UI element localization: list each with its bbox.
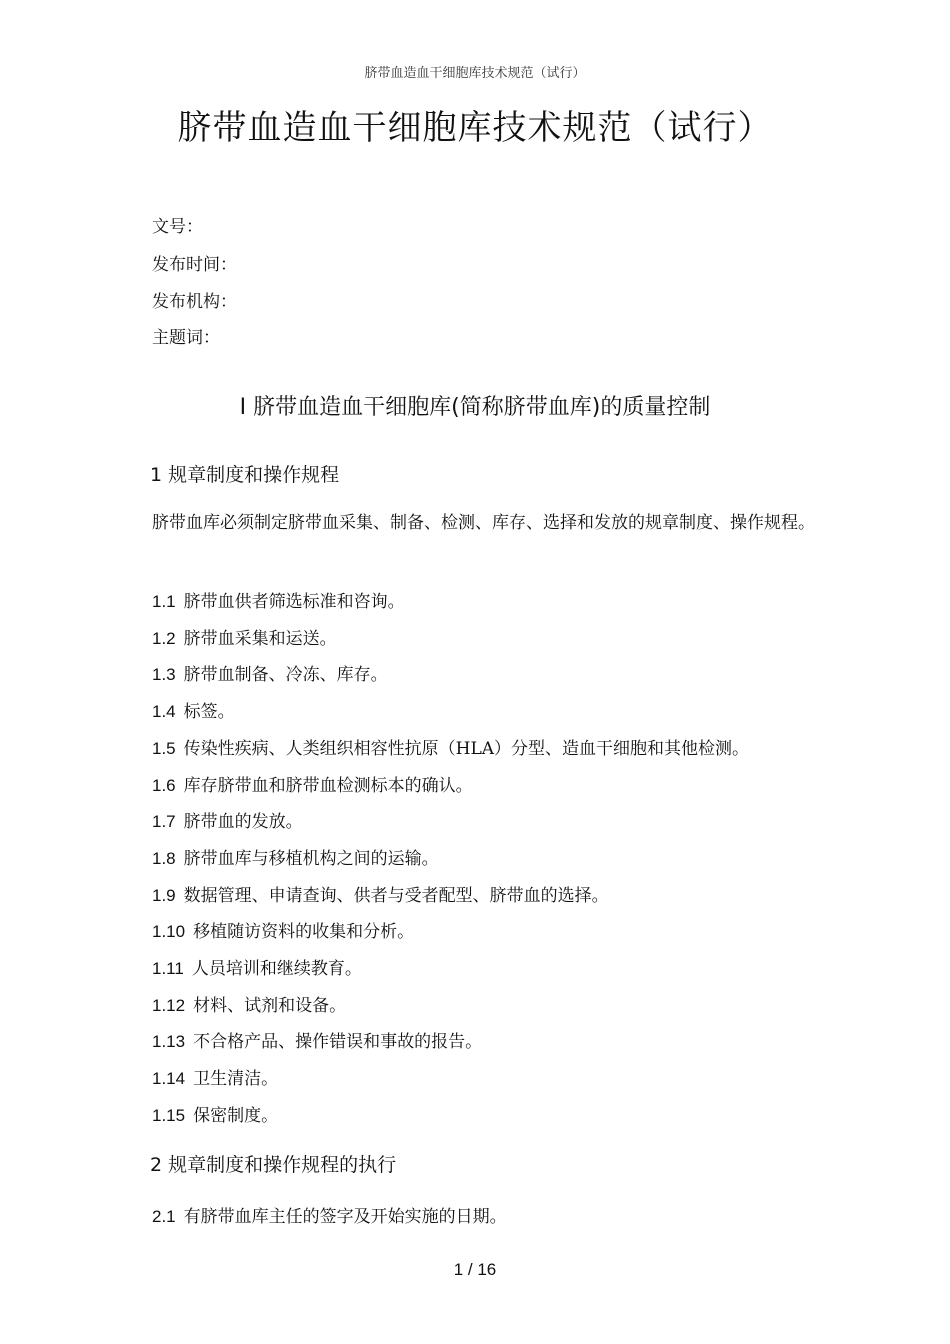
clause-number: 1.15 (152, 1105, 186, 1125)
subsection-heading-1: 1 规章制度和操作规程 (150, 464, 340, 486)
clause-item (152, 660, 388, 685)
clause-text: 不合格产品、操作错误和事故的报告。 (193, 1032, 483, 1053)
clause-text: 标签。 (183, 702, 235, 723)
clause-number: 1.13 (152, 1032, 186, 1052)
clause-text: 卫生清洁。 (193, 1069, 279, 1090)
clause-text: 脐带血的发放。 (183, 812, 303, 833)
clause-number: 1.6 (152, 775, 176, 795)
clause-text: 数据管理、申请查询、供者与受者配型、脐带血的选择。 (183, 885, 609, 906)
clause-number: 1.9 (152, 885, 176, 905)
clause-item (152, 587, 405, 612)
clause-text: 脐带血库与移植机构之间的运输。 (183, 848, 439, 869)
clause-text: 移植随访资料的收集和分析。 (193, 922, 415, 943)
clause-item (152, 734, 749, 759)
clause-text: 脐带血采集和运送。 (183, 628, 337, 649)
clause-number: 1.3 (152, 665, 176, 685)
paragraph: 脐带血库必须制定脐带血采集、制备、检测、库存、选择和发放的规章制度、操作规程。 (152, 513, 815, 533)
clause-item (152, 771, 473, 796)
clause-text: 保密制度。 (193, 1105, 279, 1126)
clause-number: 1.8 (152, 848, 176, 868)
clause-item (152, 844, 439, 869)
meta-doc-number: 文号： (152, 217, 203, 237)
meta-keywords: 主题词： (152, 328, 220, 348)
clause-text: 材料、试剂和设备。 (193, 995, 347, 1016)
clause-text: 人员培训和继续教育。 (191, 959, 362, 979)
clause-item (152, 991, 346, 1016)
subsection-heading-2: 2 规章制度和操作规程的执行 (150, 1154, 397, 1176)
meta-publisher: 发布机构： (152, 292, 237, 312)
clause-number: 1.4 (152, 702, 176, 722)
clause-number: 1.12 (152, 995, 186, 1015)
document-title: 脐带血造血干细胞库技术规范（试行） (177, 108, 773, 148)
clause-text: 传染性疾病、人类组织相容性抗原（HLA）分型、造血干细胞和其他检测。 (183, 738, 750, 759)
clause-text: 脐带血制备、冷冻、库存。 (183, 665, 388, 686)
clause-item (152, 807, 303, 832)
clause-number: 1.10 (152, 922, 186, 942)
clause-text: 库存脐带血和脐带血检测标本的确认。 (183, 775, 473, 796)
clause-item (152, 1101, 278, 1126)
running-header: 脐带血造血干细胞库技术规范（试行） (364, 66, 586, 81)
clause-number: 1.2 (152, 628, 176, 648)
clause-item (152, 917, 414, 942)
clause-text: 脐带血供者筛选标准和咨询。 (183, 592, 405, 612)
clause-item (152, 1202, 507, 1227)
clause-number: 2.1 (152, 1207, 176, 1226)
clause-item (152, 1064, 278, 1089)
clause-item (152, 881, 609, 906)
clause-number: 1.11 (152, 959, 184, 978)
page-number: 1 / 16 (453, 1260, 497, 1279)
clause-text: 有脐带血库主任的签字及开始实施的日期。 (183, 1207, 507, 1227)
clause-number: 1.5 (152, 738, 176, 758)
clause-number: 1.7 (152, 812, 176, 832)
clause-item (152, 624, 337, 649)
meta-publish-time: 发布时间： (152, 255, 237, 275)
clause-number: 1.1 (152, 592, 176, 611)
clause-item (152, 1027, 482, 1052)
clause-item (152, 954, 362, 979)
clause-item (152, 697, 235, 722)
section-heading: I 脐带血造血干细胞库(简称脐带血库)的质量控制 (239, 395, 711, 420)
clause-number: 1.14 (152, 1069, 186, 1089)
